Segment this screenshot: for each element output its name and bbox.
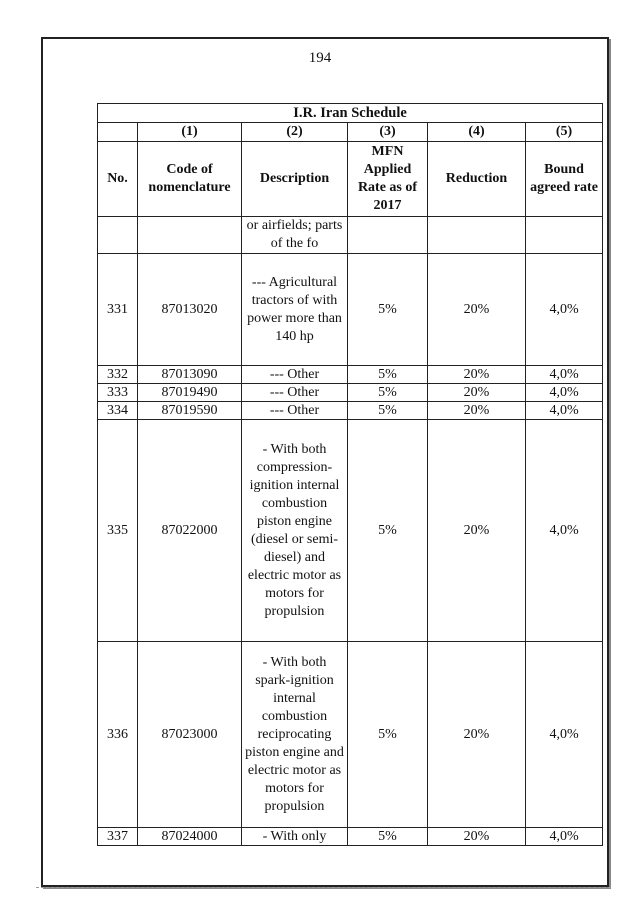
cell-reduction: 20% [428, 420, 526, 642]
column-number: (5) [526, 123, 603, 142]
header-bound-rate: Bound agreed rate [526, 142, 603, 217]
table-row [98, 642, 603, 828]
cell-description: --- Other [242, 402, 348, 420]
table-title: I.R. Iran Schedule [98, 104, 603, 123]
cell-no: 336 [98, 642, 138, 828]
cell-bound [526, 217, 603, 254]
column-number [98, 123, 138, 142]
header-mfn-rate: MFN Applied Rate as of 2017 [348, 142, 428, 217]
cell-code: 87023000 [138, 642, 242, 828]
cell-code: 87013090 [138, 366, 242, 384]
cell-bound: 4,0% [526, 254, 603, 366]
cell-mfn [348, 217, 428, 254]
cell-bound: 4,0% [526, 420, 603, 642]
cell-description: --- Other [242, 384, 348, 402]
header-code: Code of nomenclature [138, 142, 242, 217]
cell-code: 87019590 [138, 402, 242, 420]
table-row [98, 217, 603, 254]
cell-reduction: 20% [428, 366, 526, 384]
table-row [98, 254, 603, 366]
cell-description: - With both compression-ignition internal combustion piston engine (diesel or semi-diesel) and electric motor as motors for propulsion [242, 420, 348, 642]
cell-reduction: 20% [428, 642, 526, 828]
cell-no: 334 [98, 402, 138, 420]
column-number: (1) [138, 123, 242, 142]
table-row [98, 828, 603, 846]
cell-reduction: 20% [428, 828, 526, 846]
cell-no: 332 [98, 366, 138, 384]
cell-mfn: 5% [348, 402, 428, 420]
column-number: (3) [348, 123, 428, 142]
column-number: (4) [428, 123, 526, 142]
cell-mfn: 5% [348, 420, 428, 642]
table-row [98, 384, 603, 402]
cell-no: 335 [98, 420, 138, 642]
cell-no [98, 217, 138, 254]
cell-mfn: 5% [348, 384, 428, 402]
cell-no: 331 [98, 254, 138, 366]
cell-description: - With both spark-ignition internal combustion reciprocating piston engine and electric motor as motors for propulsion [242, 642, 348, 828]
cell-bound: 4,0% [526, 402, 603, 420]
cell-reduction: 20% [428, 384, 526, 402]
cell-code: 87019490 [138, 384, 242, 402]
header-no: No. [98, 142, 138, 217]
cell-description: or airfields; parts of the fo [242, 217, 348, 254]
cell-code: 87024000 [138, 828, 242, 846]
table-row [98, 402, 603, 420]
cell-description: --- Other [242, 366, 348, 384]
cell-no: 333 [98, 384, 138, 402]
cell-bound: 4,0% [526, 828, 603, 846]
cell-no: 337 [98, 828, 138, 846]
cell-mfn: 5% [348, 254, 428, 366]
column-number: (2) [242, 123, 348, 142]
cell-description: --- Agricultural tractors of with power more than 140 hp [242, 254, 348, 366]
cell-code [138, 217, 242, 254]
cell-mfn: 5% [348, 366, 428, 384]
cell-reduction: 20% [428, 254, 526, 366]
table-row [98, 420, 603, 642]
cell-reduction [428, 217, 526, 254]
header-reduction: Reduction [428, 142, 526, 217]
cell-code: 87022000 [138, 420, 242, 642]
cell-mfn: 5% [348, 642, 428, 828]
table-row [98, 366, 603, 384]
bottom-scan-line [36, 887, 611, 892]
cell-bound: 4,0% [526, 642, 603, 828]
cell-reduction: 20% [428, 402, 526, 420]
cell-bound: 4,0% [526, 366, 603, 384]
page-number: 194 [308, 50, 332, 66]
cell-code: 87013020 [138, 254, 242, 366]
schedule-table [97, 103, 603, 846]
cell-mfn: 5% [348, 828, 428, 846]
header-description: Description [242, 142, 348, 217]
cell-bound: 4,0% [526, 384, 603, 402]
cell-description: - With only [242, 828, 348, 846]
